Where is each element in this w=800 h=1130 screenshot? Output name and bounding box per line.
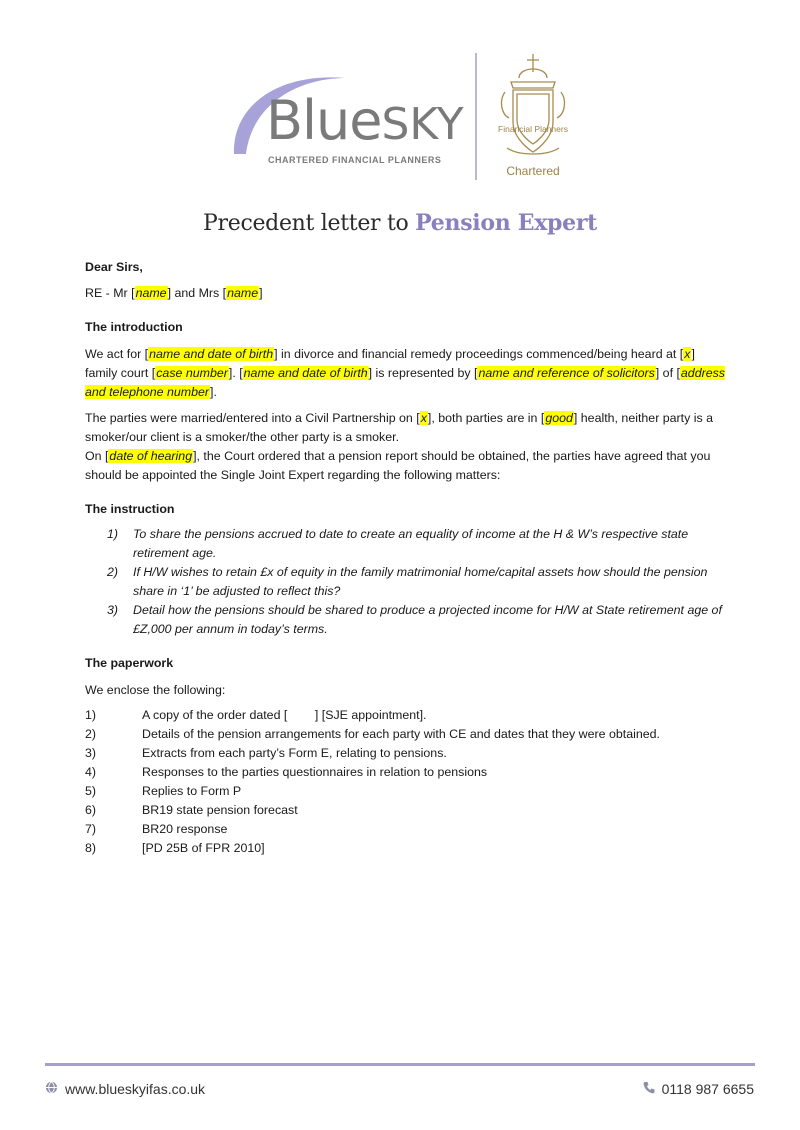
footer-divider — [45, 1063, 755, 1066]
bluesky-logo — [228, 66, 468, 176]
introduction-paragraph-1: We act for [name and date of birth] in divorce and financial remedy proceedings commenced/being heard at [x] family court [case number]. [name and date of birth] is represented by [name and reference of solicitors] of [address and telephone number]. — [85, 347, 725, 399]
title-prefix: Precedent letter to — [203, 211, 409, 236]
list-item: 8) [PD 25B of FPR 2010] — [85, 841, 265, 855]
logo-divider — [475, 53, 477, 180]
list-item: 2) If H/W wishes to retain £x of equity in the family matrimonial home/capital assets how should the pension share in ‘1’ be adjusted to reflect this? — [107, 565, 708, 598]
letter-body — [85, 258, 725, 858]
placeholder-hearing-date: date of hearing — [109, 449, 193, 463]
introduction-heading: The introduction — [85, 320, 183, 334]
crest-chartered-label: Chartered — [506, 164, 560, 178]
document-title — [0, 210, 800, 236]
list-item: 3) Extracts from each party’s Form E, relating to pensions. — [85, 746, 447, 760]
instruction-heading: The instruction — [85, 502, 175, 516]
placeholder-mrs-name: name — [227, 286, 259, 300]
chartered-crest-logo — [497, 52, 569, 178]
placeholder-marriage-date: x — [420, 411, 427, 425]
footer-website[interactable] — [45, 1081, 205, 1097]
list-item: 5) Replies to Form P — [85, 784, 242, 798]
introduction-paragraph-3: On [date of hearing], the Court ordered that a pension report should be obtained, the parties have agreed that you should be appointed the Single Joint Expert regarding the following matters: — [85, 449, 711, 482]
crest-emblem-icon — [497, 52, 569, 162]
list-item: 1) A copy of the order dated [ ] [SJE appointment]. — [85, 708, 427, 722]
placeholder-address: address and telephone number — [85, 366, 725, 399]
list-item: 4) Responses to the parties questionnaires in relation to pensions — [85, 765, 488, 779]
re-line: RE - Mr [name] and Mrs [name] — [85, 286, 263, 300]
list-item: 3) Detail how the pensions should be shared to produce a projected income for H/W at State retirement age of £Z,000 per annum in today’s terms. — [107, 603, 722, 636]
placeholder-mr-name: name — [135, 286, 167, 300]
placeholder-other-name-dob: name and date of birth — [243, 366, 368, 380]
placeholder-court: x — [684, 347, 691, 361]
title-accent: Pension Expert — [415, 210, 597, 236]
phone-number[interactable]: 0118 987 6655 — [661, 1081, 754, 1097]
brand-name: BlueSKY — [266, 89, 464, 152]
placeholder-health: good — [545, 411, 573, 425]
list-item: 1) To share the pensions accrued to date to create an equality of income at the H & W’s respective state retirement age. — [107, 527, 689, 560]
paperwork-heading: The paperwork — [85, 656, 174, 670]
placeholder-case-number: case number — [156, 366, 228, 380]
placeholder-name-dob: name and date of birth — [149, 347, 274, 361]
enclosure-list — [85, 706, 725, 858]
greeting: Dear Sirs, — [85, 260, 143, 274]
brand-tagline: CHARTERED FINANCIAL PLANNERS — [268, 155, 442, 165]
phone-icon — [643, 1081, 655, 1097]
paperwork-intro: We enclose the following: — [85, 683, 226, 697]
instruction-list — [85, 525, 725, 639]
list-item: 6) BR19 state pension forecast — [85, 803, 298, 817]
website-link[interactable]: www.blueskyifas.co.uk — [65, 1081, 206, 1097]
introduction-paragraph-2: The parties were married/entered into a Civil Partnership on [x], both parties are in [good] health, neither party is a smoker/our client is a smoker/the other party is a smoker. — [85, 411, 714, 444]
globe-icon — [45, 1081, 58, 1097]
footer-phone[interactable] — [643, 1081, 754, 1097]
list-item: 2) Details of the pension arrangements for each party with CE and dates that they were obtained. — [85, 727, 660, 741]
placeholder-solicitors: name and reference of solicitors — [478, 366, 655, 380]
list-item: 7) BR20 response — [85, 822, 228, 836]
crest-text: Financial Planners — [498, 124, 568, 134]
